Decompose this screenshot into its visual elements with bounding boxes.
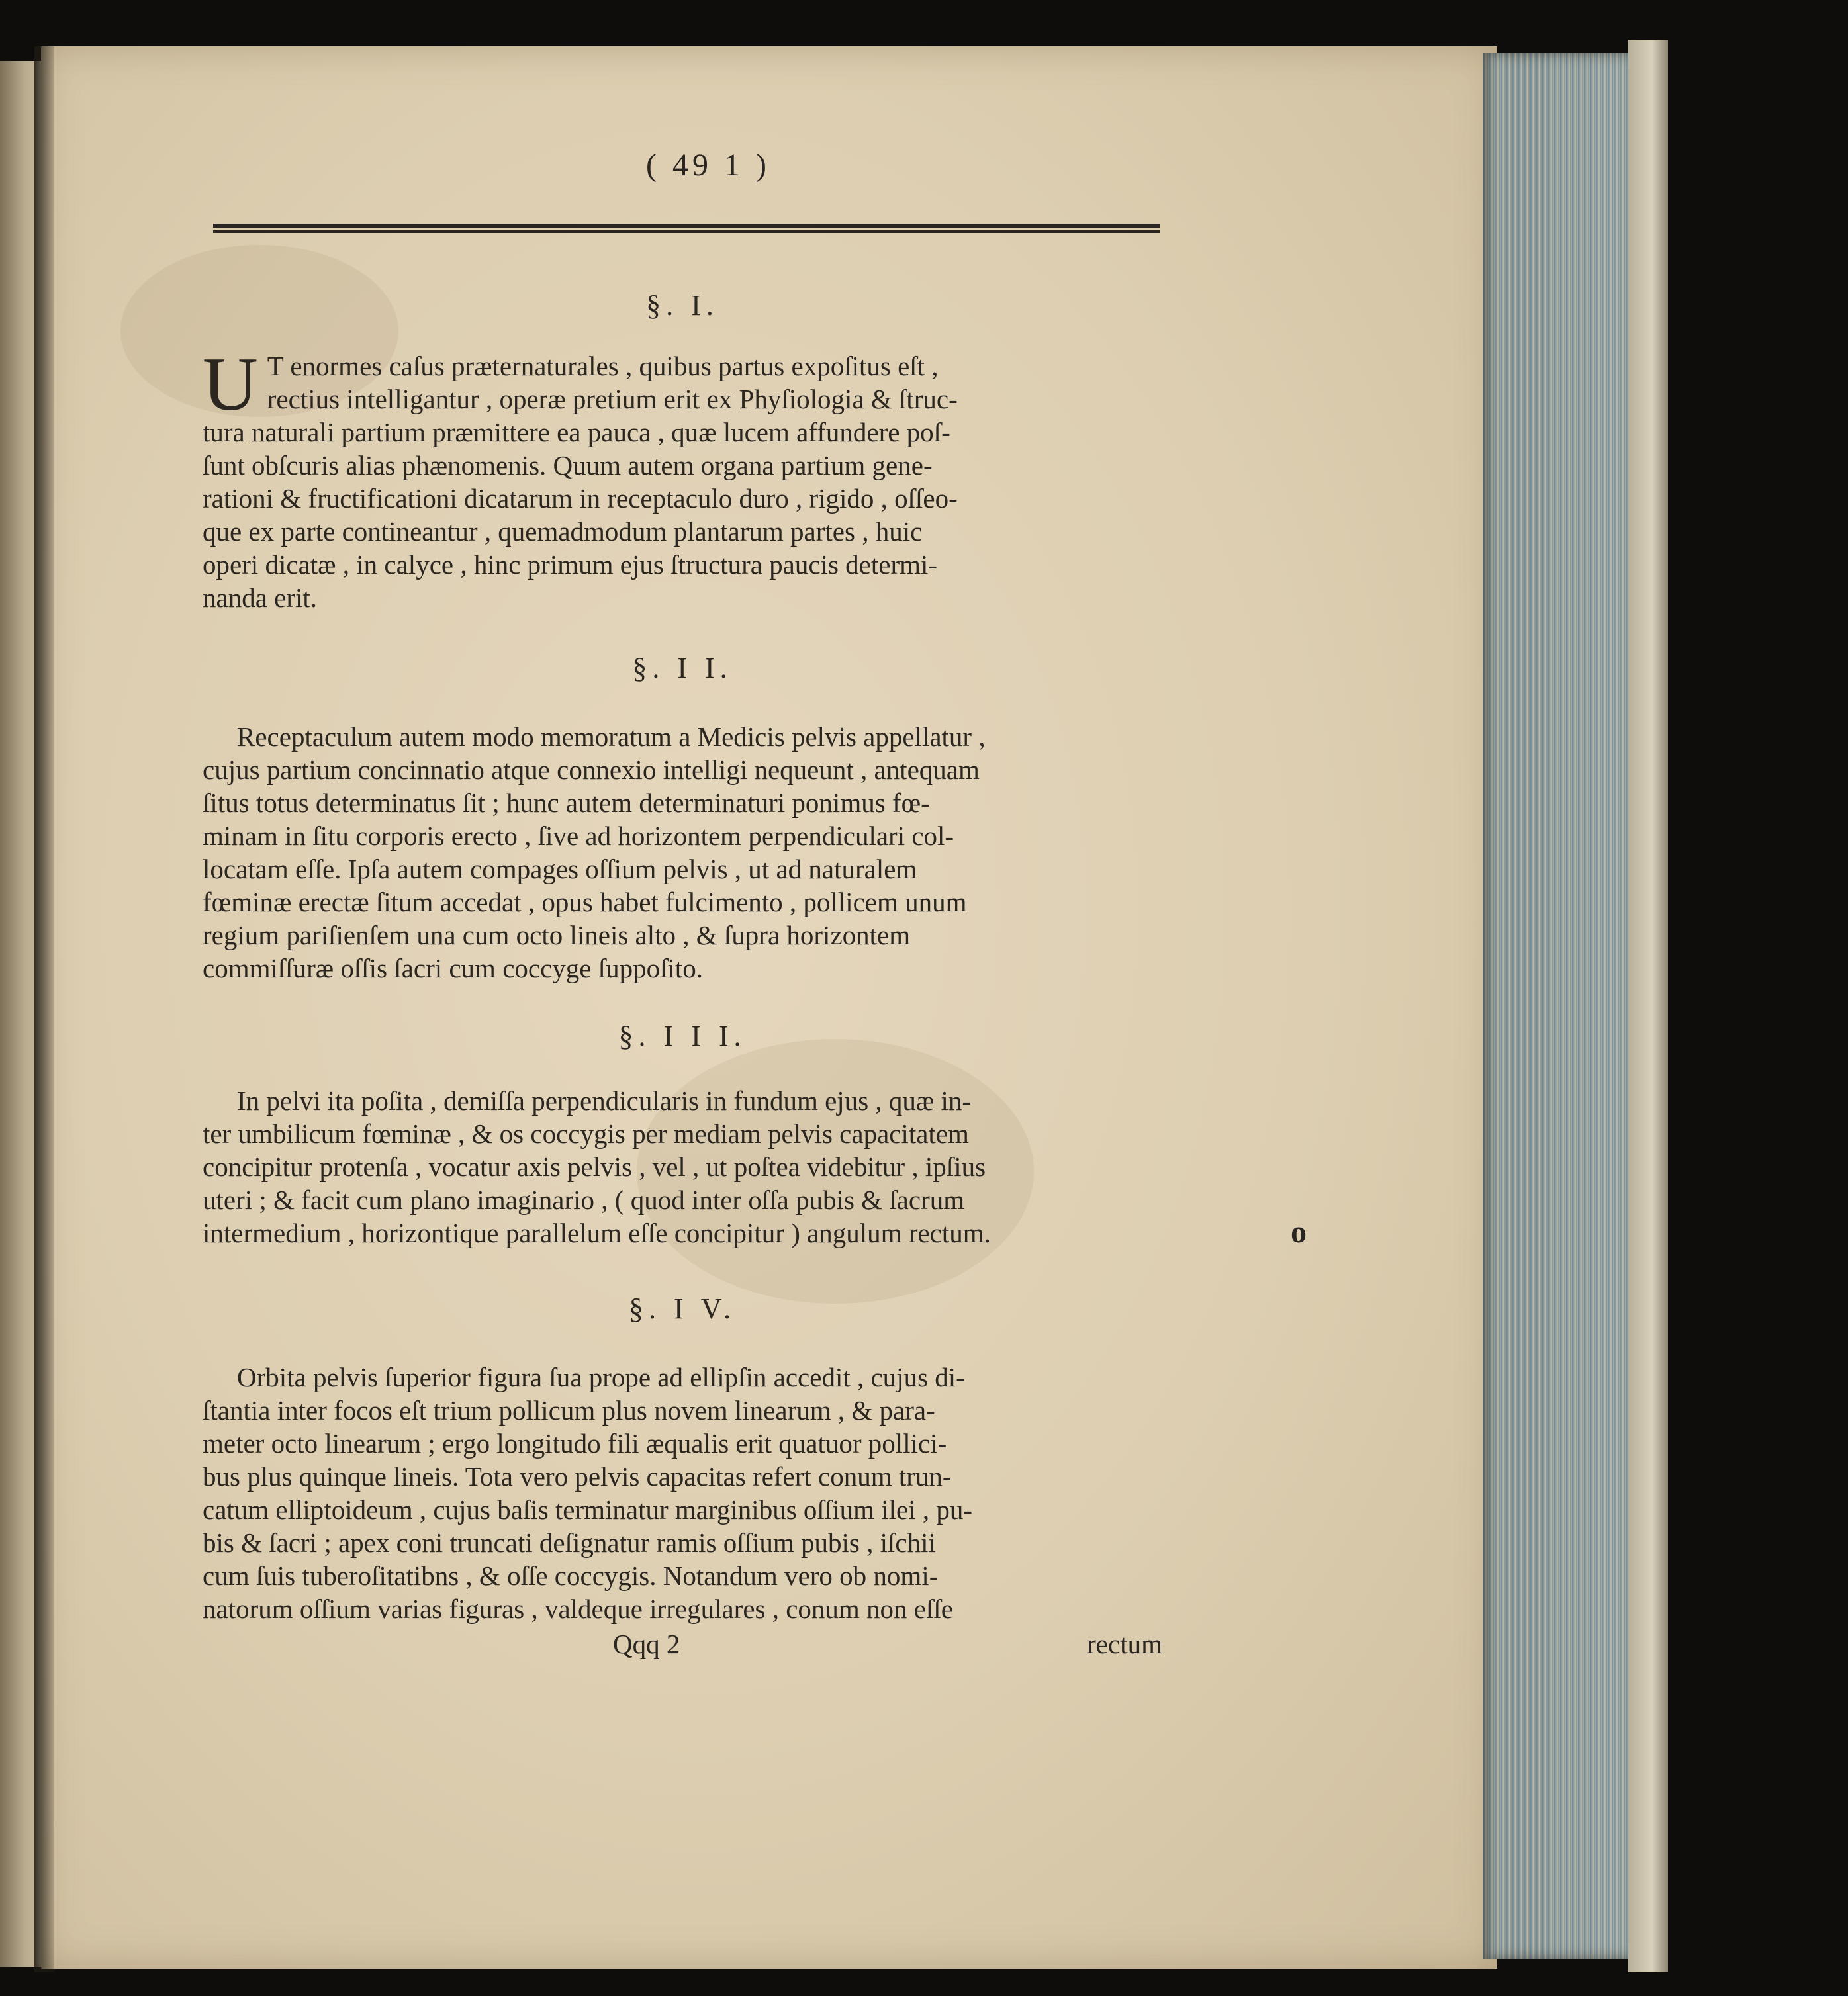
text-line: rectius intelligantur , operæ pretium erit ex Phyſiologia & ſtruc- (267, 384, 958, 414)
text-line: ſitus totus determinatus ſit ; hunc autem determinaturi ponimus fœ- (203, 788, 930, 818)
signature-mark: Qqq 2 (613, 1629, 680, 1659)
text-line: commiſſuræ oſſis ſacri cum coccyge ſuppoſito. (203, 953, 704, 983)
text-line: locatam eſſe. Ipſa autem compages oſſium pelvis , ut ad naturalem (203, 854, 917, 884)
section-body (203, 342, 1162, 614)
section-body (203, 720, 1162, 985)
text-line: operi dicatæ , in calyce , hinc primum ejus ſtructura paucis determi- (203, 549, 938, 580)
text-line: concipitur protenſa , vocatur axis pelvis , vel , ut poſtea videbitur , ipſius (203, 1152, 986, 1182)
section-heading: §. I V. (629, 1293, 736, 1325)
section-heading: §. I. (646, 289, 719, 322)
text-line: intermedium , horizontique parallelum eſſe concipitur ) angulum rectum. (203, 1218, 991, 1248)
text-line: tura naturali partium præmittere ea pauca , quæ lucem affundere poſ- (203, 417, 950, 447)
text-line: minam in ſitu corporis erecto , ſive ad horizontem perpendiculari col- (203, 821, 954, 851)
text-line: natorum oſſium varias figuras , valdeque irregulares , conum non eſſe (203, 1594, 953, 1624)
text-line: ſunt obſcuris alias phænomenis. Quum autem organa partium gene- (203, 450, 933, 480)
drop-cap: U (203, 342, 258, 427)
header-rule (213, 224, 1160, 233)
text-line: bis & ſacri ; apex coni truncati deſignatur ramis oſſium pubis , iſchii (203, 1527, 936, 1558)
text-line: cum ſuis tuberoſitatibns , & oſſe coccygis. Notandum vero ob nomi- (203, 1561, 939, 1591)
text-line: ter umbilicum fœminæ , & os coccygis per mediam pelvis capacitatem (203, 1118, 969, 1149)
catchword: rectum (1087, 1629, 1162, 1659)
text-line: rationi & fructificationi dicatarum in receptaculo duro , rigido , oſſeo- (203, 483, 958, 514)
text-line: regium pariſienſem una cum octo lineis alto , & ſupra horizontem (203, 920, 911, 950)
section-heading: §. I I. (632, 652, 733, 684)
text-line: Orbita pelvis ſuperior figura ſua prope ad ellipſin accedit , cujus di- (237, 1362, 965, 1392)
text-line: nanda erit. (203, 582, 318, 613)
page-header: ( 49 1 ) (646, 148, 770, 183)
page (41, 46, 1497, 1969)
section-heading: §. I I I. (618, 1020, 747, 1052)
text-line: fœminæ erectæ ſitum accedat , opus habet fulcimento , pollicem unum (203, 887, 967, 917)
text-line: bus plus quinque lineis. Tota vero pelvis capacitas refert conum trun- (203, 1461, 952, 1492)
text-line: catum elliptoideum , cujus baſis terminatur marginibus oſſium ilei , pu- (203, 1494, 972, 1525)
section-body (203, 1361, 1162, 1625)
text-line: T enormes caſus præternaturales , quibus partus expoſitus eſt , (267, 351, 939, 381)
cover-edge (1628, 40, 1668, 1972)
gutter-shadow (34, 46, 54, 1972)
text-line: uteri ; & facit cum plano imaginario , ( quod inter oſſa pubis & ſacrum (203, 1185, 965, 1215)
text-line: meter octo linearum ; ergo longitudo fili æqualis erit quatuor pollici- (203, 1428, 947, 1459)
text-line: cujus partium concinnatio atque connexio intelligi nequeunt , antequam (203, 754, 980, 785)
page-edges (1483, 53, 1635, 1959)
margin-mark: o (1291, 1214, 1307, 1249)
text-line: ſtantia inter focos eſt trium pollicum plus novem linearum , & para- (203, 1395, 935, 1426)
section-body (203, 1084, 1162, 1249)
text-line: In pelvi ita poſita , demiſſa perpendicularis in fundum ejus , quæ in- (237, 1085, 972, 1116)
text-line: Receptaculum autem modo memoratum a Medicis pelvis appellatur , (237, 721, 986, 752)
text-line: que ex parte contineantur , quemadmodum plantarum partes , huic (203, 516, 923, 547)
